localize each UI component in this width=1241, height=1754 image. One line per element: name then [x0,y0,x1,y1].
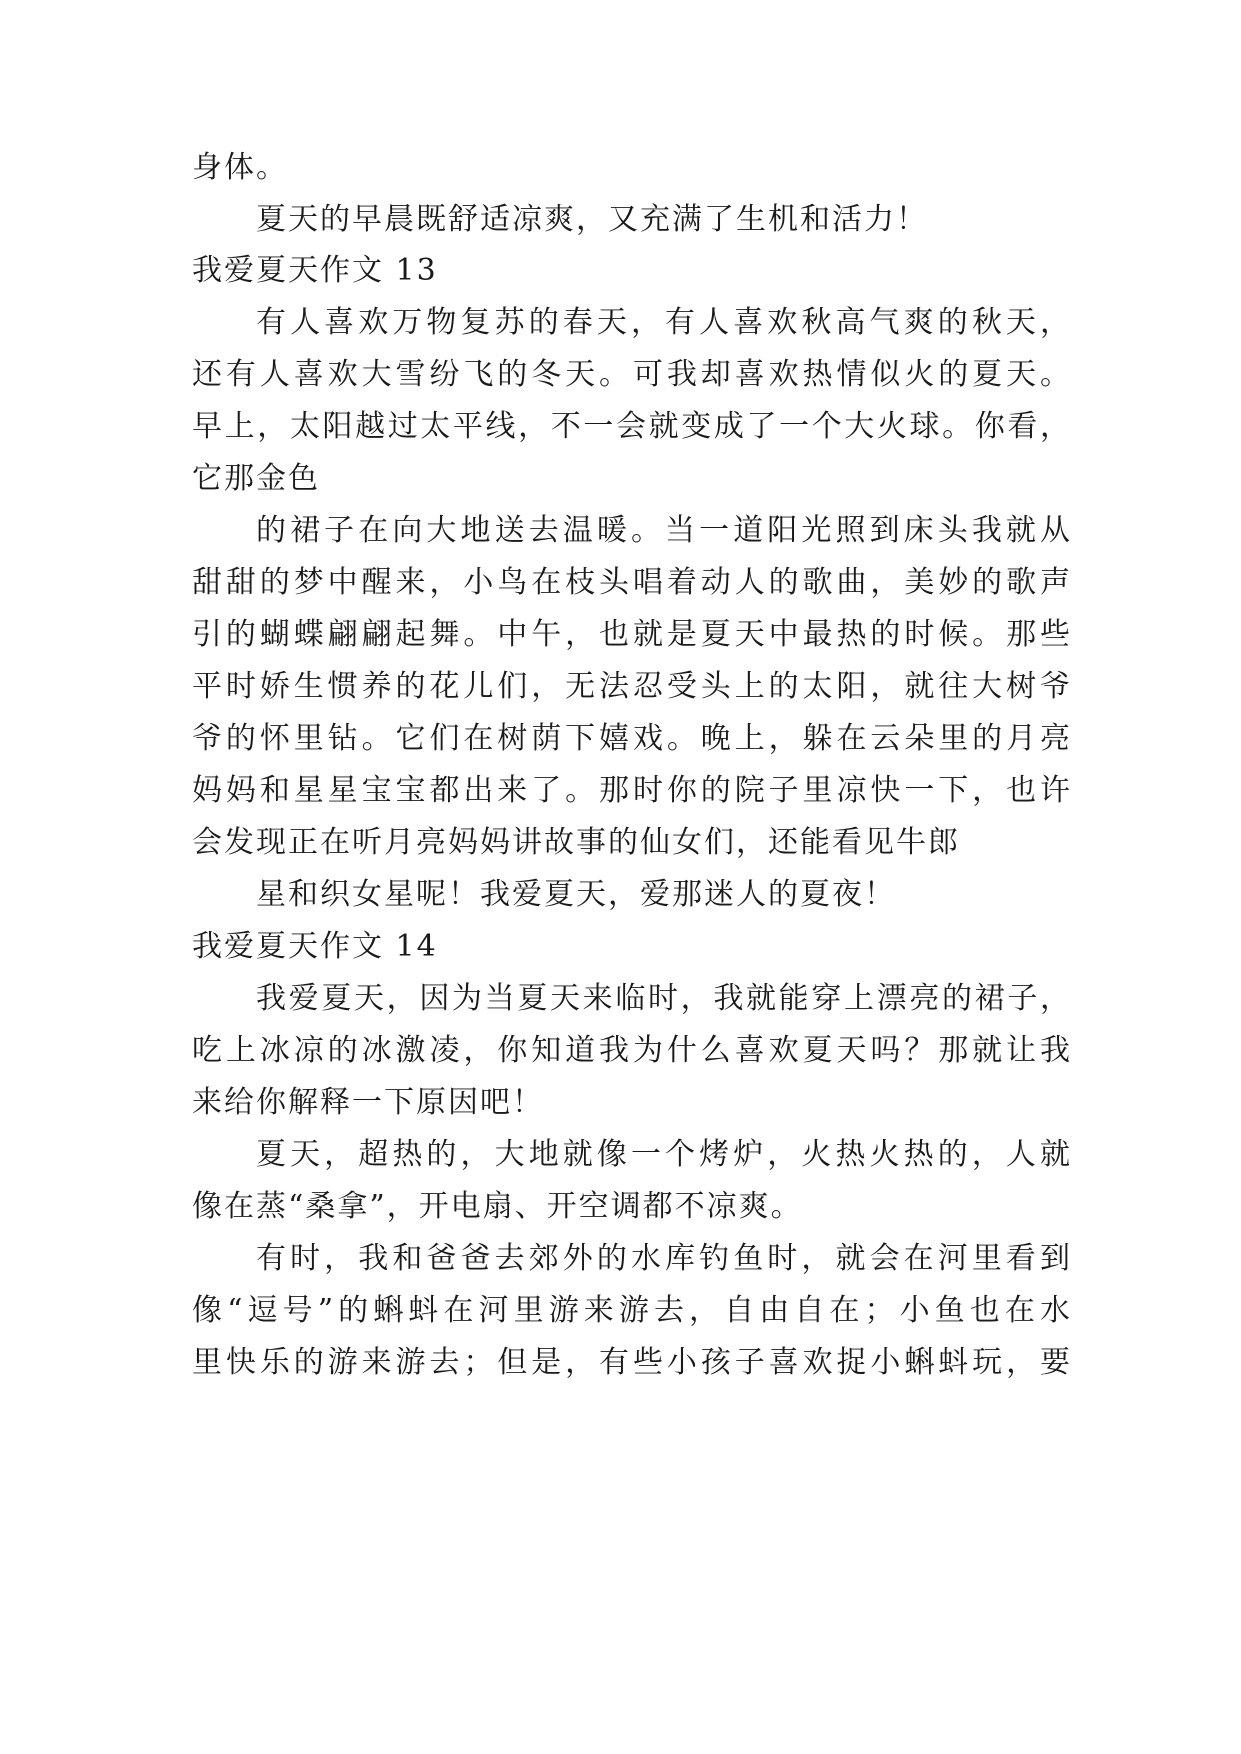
text-line: 吃上冰凉的冰激凌，你知道我为什么喜欢夏天吗？那就让我 [192,1033,1072,1068]
text-line: 妈妈和星星宝宝都出来了。那时你的院子里凉快一下，也许 [192,773,1072,808]
text-line: 像在蒸“桑拿”，开电扇、开空调都不凉爽。 [192,1189,803,1224]
text-line: 甜甜的梦中醒来，小鸟在枝头唱着动人的歌曲，美妙的歌声 [192,565,1072,600]
text-line: 它那金色 [192,461,320,496]
section-heading: 我爱夏天作文 14 [192,929,438,964]
text-line: 会发现正在听月亮妈妈讲故事的仙女们，还能看见牛郎 [192,825,960,860]
text-line: 引的蝴蝶翩翩起舞。中午，也就是夏天中最热的时候。那些 [192,617,1072,652]
text-line: 我爱夏天，因为当夏天来临时，我就能穿上漂亮的裙子， [256,981,1072,1016]
text-line: 还有人喜欢大雪纷飞的冬天。可我却喜欢热情似火的夏天。 [192,357,1072,392]
text-line: 有时，我和爸爸去郊外的水库钓鱼时，就会在河里看到 [256,1241,1072,1276]
text-line: 夏天的早晨既舒适凉爽，又充满了生机和活力！ [256,202,928,237]
text-line: 像“逗号”的蝌蚪在河里游来游去，自由自在；小鱼也在水 [192,1293,1072,1328]
text-line: 的裙子在向大地送去温暖。当一道阳光照到床头我就从 [256,513,1072,548]
text-line: 身体。 [192,150,288,185]
text-line: 平时娇生惯养的花儿们，无法忍受头上的太阳，就往大树爷 [192,669,1072,704]
text-line: 有人喜欢万物复苏的春天，有人喜欢秋高气爽的秋天， [256,305,1072,340]
text-line: 里快乐的游来游去；但是，有些小孩子喜欢捉小蝌蚪玩，要 [192,1345,1072,1380]
text-line: 来给你解释一下原因吧！ [192,1085,544,1120]
section-heading: 我爱夏天作文 13 [192,253,438,288]
text-line: 星和织女星呢！我爱夏天，爱那迷人的夏夜！ [256,877,896,912]
text-line: 爷的怀里钻。它们在树荫下嬉戏。晚上，躲在云朵里的月亮 [192,721,1072,756]
text-line: 夏天，超热的，大地就像一个烤炉，火热火热的，人就 [256,1137,1072,1172]
text-line: 早上，太阳越过太平线，不一会就变成了一个大火球。你看， [192,409,1072,444]
